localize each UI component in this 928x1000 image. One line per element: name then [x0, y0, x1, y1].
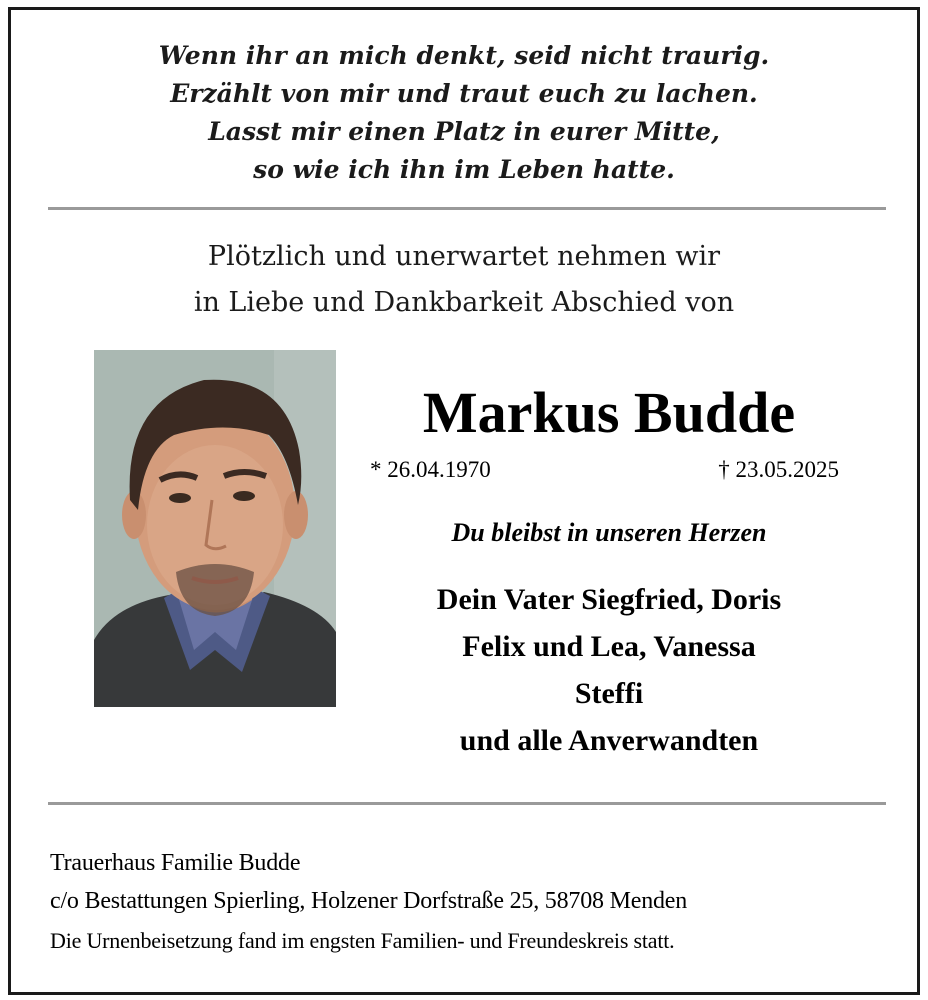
- death-date: † 23.05.2025: [718, 457, 839, 482]
- poem-line: Lasst mir einen Platz in eurer Mitte,: [208, 117, 720, 146]
- burial-notice: Die Urnenbeisetzung fand im engsten Familien- und Freundeskreis statt.: [50, 928, 675, 953]
- divider-bottom: [48, 802, 886, 805]
- mourners-list: [349, 576, 869, 764]
- poem-line: so wie ich ihn im Leben hatte.: [253, 155, 675, 184]
- obituary-notice: [8, 7, 920, 995]
- intro-line: Plötzlich und unerwartet nehmen wir: [207, 241, 721, 272]
- deceased-name: Markus Budde: [422, 380, 796, 445]
- mourner-line: Steffi: [574, 677, 644, 710]
- mourner-line: Felix und Lea, Vanessa: [462, 630, 756, 663]
- mourner-line: Dein Vater Siegfried, Doris: [436, 583, 782, 616]
- intro-line: in Liebe und Dankbarkeit Abschied von: [193, 287, 735, 318]
- portrait-photo: [94, 350, 336, 707]
- birth-date: * 26.04.1970: [370, 457, 491, 482]
- funeral-home-address: c/o Bestattungen Spierling, Holzener Dorfstraße 25, 58708 Menden: [50, 888, 688, 914]
- divider-top: [48, 207, 886, 210]
- footer: [50, 844, 890, 960]
- motto: Du bleibst in unseren Herzen: [451, 518, 767, 547]
- mourner-line: und alle Anverwandten: [459, 724, 759, 757]
- poem-line: Wenn ihr an mich denkt, seid nicht traurig.: [158, 41, 770, 70]
- poem: [11, 37, 917, 189]
- poem-line: Erzählt von mir und traut euch zu lachen.: [170, 79, 758, 108]
- intro-text: [11, 234, 917, 326]
- mourning-house: Trauerhaus Familie Budde: [50, 850, 301, 876]
